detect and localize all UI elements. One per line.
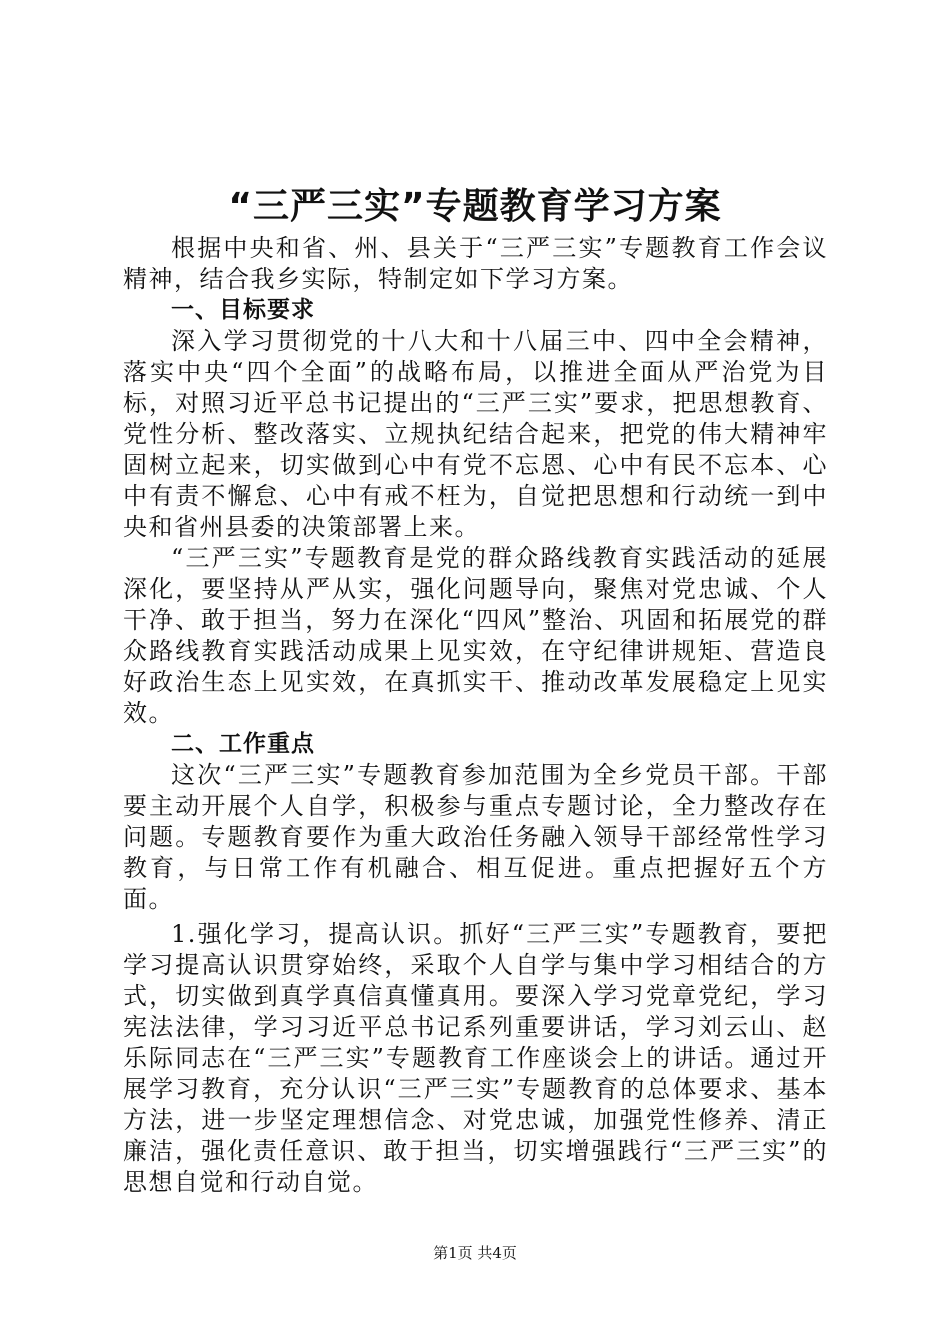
section-heading-goals: 一、目标要求 xyxy=(171,297,315,323)
goals-paragraph-1: 深入学习贯彻党的十八大和十八届三中、四中全会精神，落实中央“四个全面”的战略布局，以推进全面从严治党为目标，对照习近平总书记提出的“三严三实”要求，把思想教育、党性分析、整改落实、立规执纪结合起来，把党的伟大精神牢固树立起来，切实做到心中有党不忘恩、心中有民不忘本、心中有责不懈怠、心中有戒不枉为，自觉把思想和行动统一到中央和省州县委的决策部署上来。 xyxy=(123,327,828,541)
focus-paragraph-2: 1.强化学习，提高认识。抓好“三严三实”专题教育，要把学习提高认识贯穿始终，采取个人自学与集中学习相结合的方式，切实做到真学真信真懂真用。要深入学习党章党纪，学习宪法法律，学习习近平总书记系列重要讲话，学习刘云山、赵乐际同志在“三严三实”专题教育工作座谈会上的讲话。通过开展学习教育，充分认识“三严三实”专题教育的总体要求、基本方法，进一步坚定理想信念、对党忠诚，加强党性修养、清正廉洁，强化责任意识、敢于担当，切实增强践行“三严三实”的思想自觉和行动自觉。 xyxy=(123,920,828,1196)
goals-paragraph-2: “三严三实”专题教育是党的群众路线教育实践活动的延展深化，要坚持从严从实，强化问题导向，聚焦对党忠诚、个人干净、敢于担当，努力在深化“四风”整治、巩固和拓展党的群众路线教育实践活动成果上见实效，在守纪律讲规矩、营造良好政治生态上见实效，在真抓实干、推动改革发展稳定上见实效。 xyxy=(123,544,828,727)
intro-paragraph: 根据中央和省、州、县关于“三严三实”专题教育工作会议精神，结合我乡实际，特制定如下学习方案。 xyxy=(123,234,828,293)
focus-paragraph-1: 这次“三严三实”专题教育参加范围为全乡党员干部。干部要主动开展个人自学，积极参与重点专题讨论，全力整改存在问题。专题教育要作为重大政治任务融入领导干部经常性学习教育，与日常工作有机融合、相互促进。重点把握好五个方面。 xyxy=(123,761,828,913)
document-body xyxy=(123,233,828,1198)
document-title: “三严三实”专题教育学习方案 xyxy=(228,186,722,227)
section-heading-focus: 二、工作重点 xyxy=(171,731,315,757)
page-number-footer: 第1页 共4页 xyxy=(433,1244,517,1262)
